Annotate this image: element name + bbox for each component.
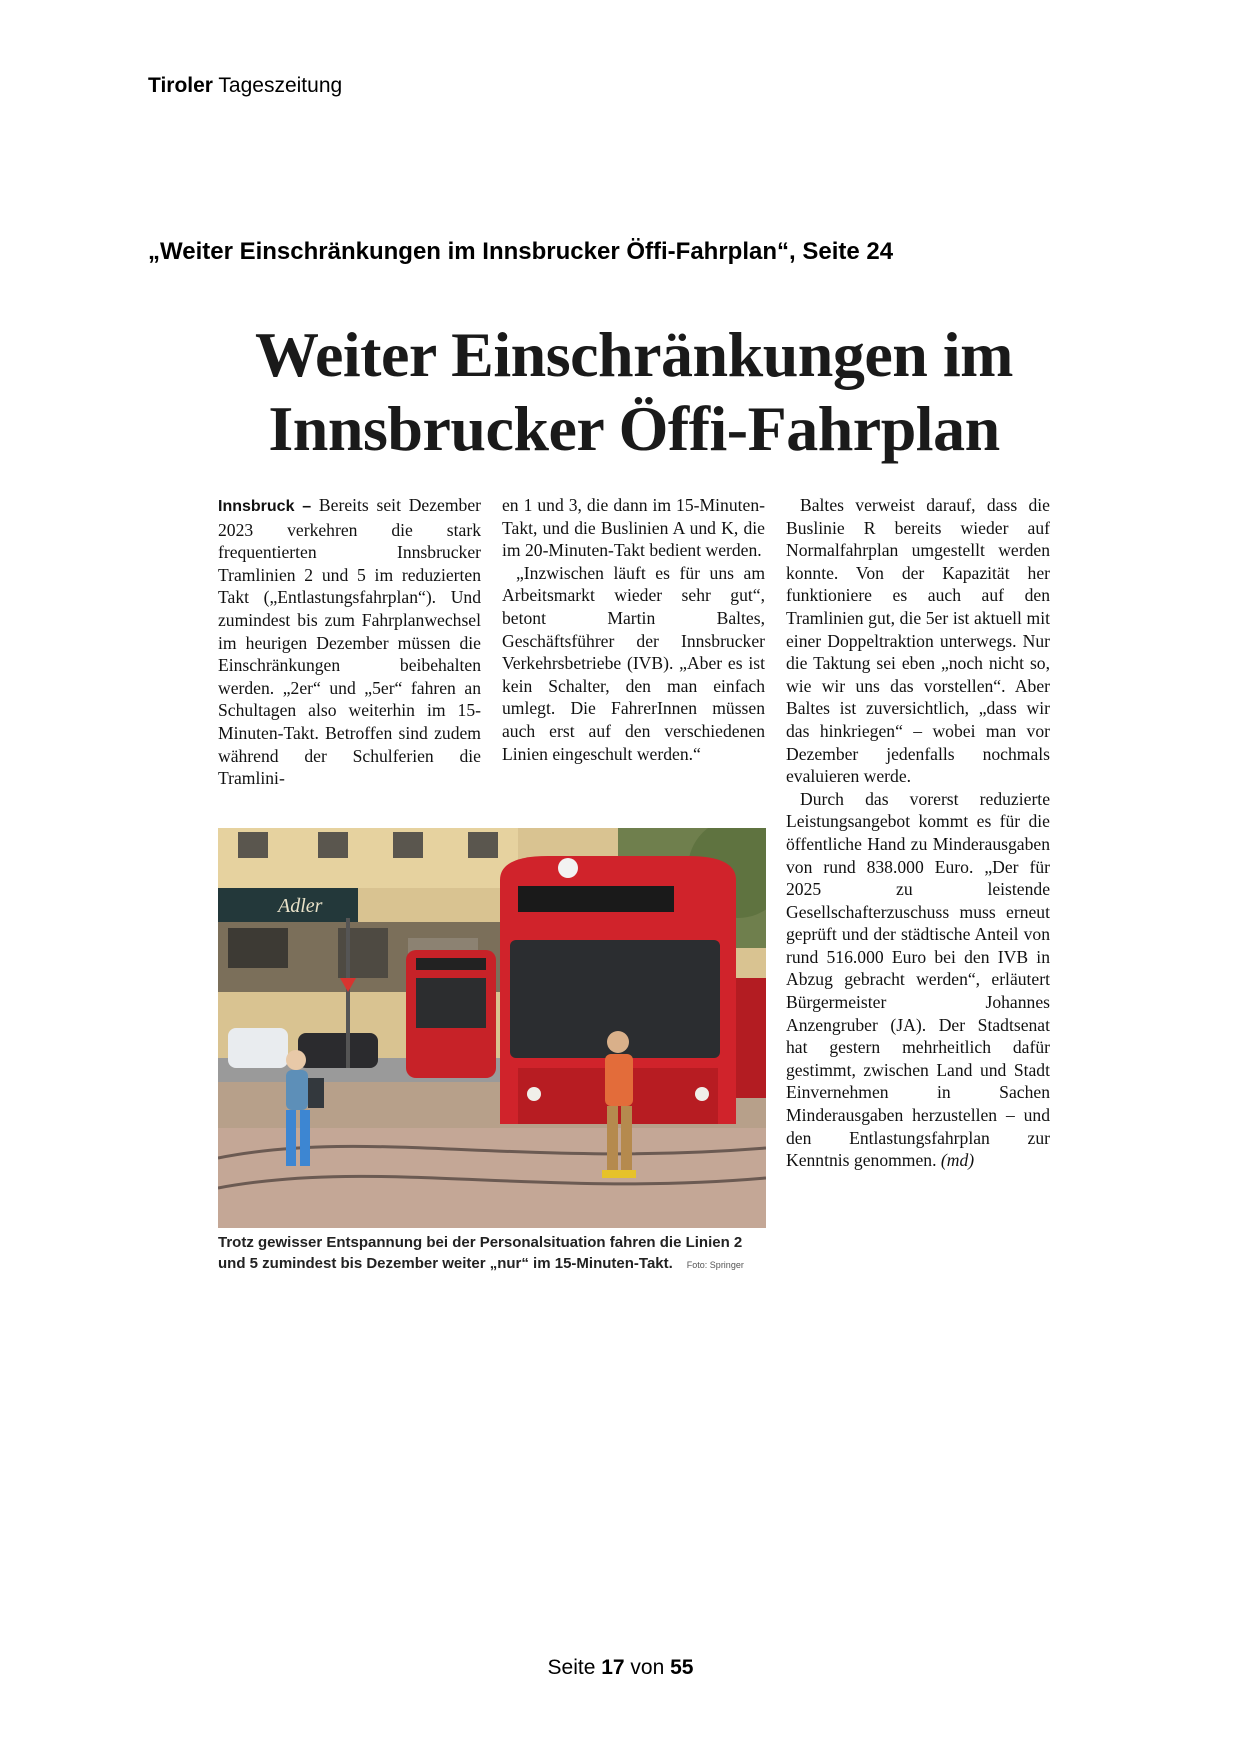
publication-name-rest: Tageszeitung [212, 74, 343, 97]
article-headline [218, 318, 1050, 466]
author-initials: (md) [936, 1150, 975, 1171]
column-2-paragraph-2: „Inzwischen läuft es für uns am Arbeitsmarkt wieder sehr gut“, betont Martin Baltes, Geschäftsführer der Innsbrucker Verkehrsbetriebe (IVB). „Aber es ist kein Schalter, den man einfach umlegt. Die FahrerInnen müssen auch erst auf den verschiedenen Linien eingeschult werden.“ [502, 562, 765, 764]
headline-line-1: Weiter Einschränkungen im [255, 319, 1013, 390]
publication-name [148, 74, 342, 98]
footer-middle: von [624, 1656, 671, 1679]
article-column-3 [786, 494, 1050, 1172]
article-column-2 [502, 494, 765, 765]
newspaper-clipping [218, 318, 1050, 1278]
tram-photo [218, 828, 766, 1228]
shop-sign-text: Adler [278, 895, 323, 917]
publication-name-bold: Tiroler [148, 74, 213, 97]
column-3-paragraph-1: Baltes verweist darauf, dass die Buslinie R bereits wieder auf Normalfahrplan umgestellt werden konnte. Von der Kapazität her funktioniere es auch auf den Tramlinien gut, die 5er ist aktuell mit einer Doppeltraktion unterwegs. Nur die Taktung sei eben „noch nicht so, wie wir uns das vorstellen“. Aber Baltes ist zuversichtlich, „dass wir das hinkriegen“ – wobei man vor Dezember jedenfalls nochmals evaluieren werde. [786, 495, 1050, 787]
photo-credit: Foto: Springer [686, 1260, 744, 1270]
article-reference-title: „Weiter Einschränkungen im Innsbrucker Öffi-Fahrplan“, Seite 24 [148, 238, 894, 265]
footer-page-total: 55 [670, 1656, 694, 1679]
footer-page-number: 17 [601, 1656, 625, 1679]
column-1-text: Bereits seit Dezember 2023 verkehren die stark frequentierten Innsbrucker Tramlinien 2 und 5 im reduzierten Takt („Entlastungsfahrplan“). Und zumindest bis zum Fahrplanwechsel im heurigen Dezember müssen die Einschränkungen beibehalten werden. „2er“ und „5er“ fahren an Schultagen also weiterhin im 15-Minuten-Takt. Betroffen sind zudem während der Schulferien die Tramlini- [218, 495, 481, 789]
column-2-paragraph-1: en 1 und 3, die dann im 15-Minuten-Takt, und die Buslinien A und K, die im 20-Minuten-Takt bedient werden. [502, 495, 765, 561]
photo-caption [218, 1232, 766, 1276]
dateline: Innsbruck – [218, 498, 312, 515]
column-3-paragraph-2: Durch das vorerst reduzierte Leistungsangebot kommt es für die öffentliche Hand zu Minderausgaben von rund 838.000 Euro. „Der für 2025 zu leistende Gesellschafterzuschuss muss erneut geprüft und der städtische Anteil von rund 516.000 Euro bei den IVB in Abzug gebracht werden“, erläutert Bürgermeister Johannes Anzengruber (JA). Der Stadtsenat hat gestern mehrheitlich dafür gestimmt, zwischen Land und Stadt Einvernehmen in Sachen Minderausgaben herzustellen – und den Entlastungsfahrplan zur Kenntnis genommen. [786, 788, 1050, 1171]
article-column-1 [218, 494, 481, 790]
page-footer [0, 1656, 1241, 1680]
caption-text: Trotz gewisser Entspannung bei der Personalsituation fahren die Linien 2 und 5 zumindest bis Dezember weiter „nur“ im 15-Minuten-Takt. [218, 1234, 743, 1272]
footer-prefix: Seite [547, 1656, 602, 1679]
headline-line-2: Innsbrucker Öffi-Fahrplan [268, 393, 1000, 464]
